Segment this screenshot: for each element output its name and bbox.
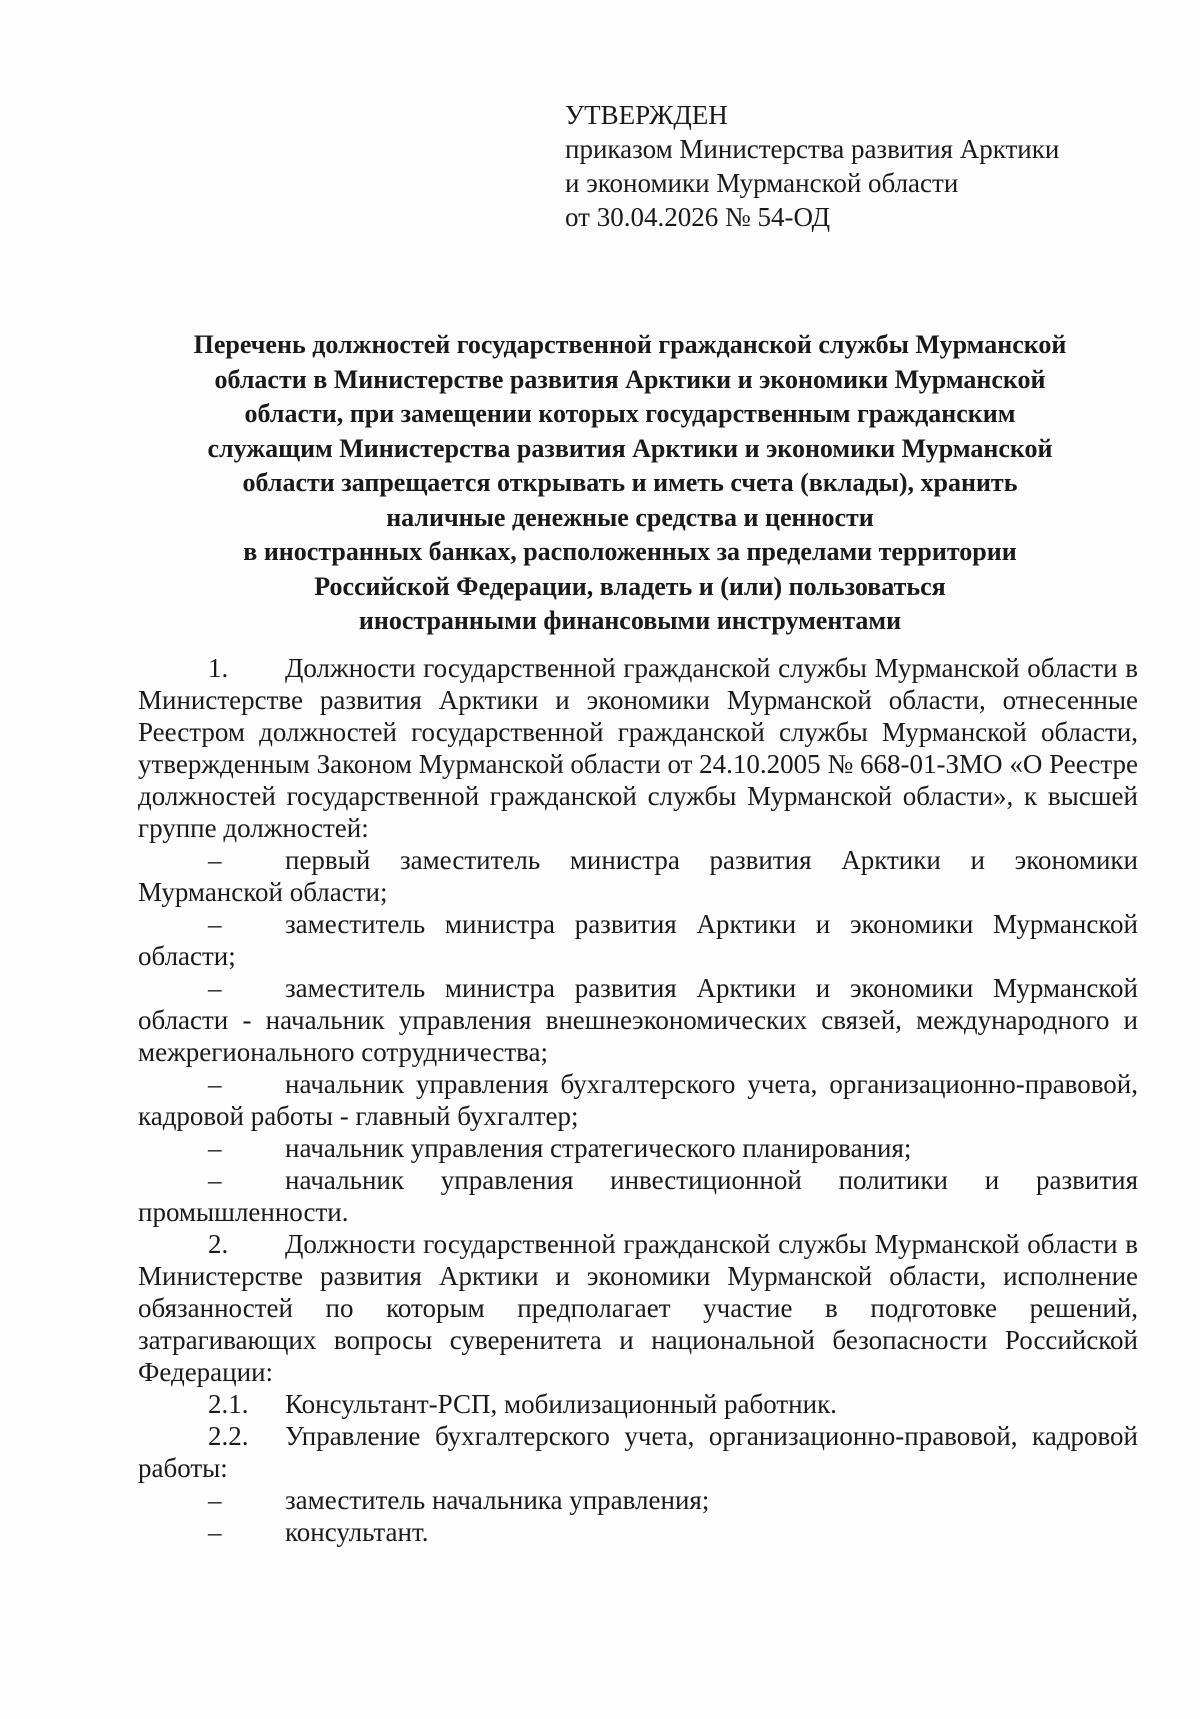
document-body bbox=[138, 652, 1138, 1548]
list-item-text: начальник управления инвестиционной политики и развития промышленности. bbox=[138, 1165, 1138, 1227]
section-1-text: Должности государственной гражданской службы Мурманской области в Министерстве развития Арктики и экономики Мурманской области, отнесенные Реестром должностей государственной гражданской службы Мурманской области, утвержденным Законом Мурманской области от 24.10.2005 № 668-01-ЗМО «О Реестре должностей государственной гражданской службы Мурманской области», к высшей группе должностей: bbox=[138, 653, 1138, 843]
title-line: Перечень должностей государственной гражданской службы Мурманской bbox=[193, 330, 1067, 359]
dash-marker: – bbox=[208, 1165, 222, 1195]
title-line: Российской Федерации, владеть и (или) пользоваться bbox=[314, 571, 946, 601]
dash-marker: – bbox=[208, 1133, 222, 1163]
dash-marker: – bbox=[208, 1517, 222, 1547]
dash-marker: – bbox=[208, 909, 222, 939]
title-line: наличные денежные средства и ценности bbox=[386, 502, 874, 532]
approval-heading: УТВЕРЖДЕН bbox=[565, 100, 728, 130]
title-line: в иностранных банках, расположенных за пределами территории bbox=[243, 537, 1017, 566]
dash-marker: – bbox=[208, 1485, 222, 1515]
dash-marker: – bbox=[208, 845, 222, 875]
list-item bbox=[138, 1516, 1138, 1548]
approval-order-line: приказом Министерства развития Арктики bbox=[565, 134, 1060, 164]
list-item-text: начальник управления бухгалтерского учета, организационно-правовой, кадровой работы - главный бухгалтер; bbox=[138, 1069, 1138, 1131]
title-line: служащим Министерства развития Арктики и экономики Мурманской bbox=[207, 433, 1053, 463]
list-item bbox=[138, 844, 1138, 908]
list-item bbox=[138, 1484, 1138, 1516]
section-1-number: 1. bbox=[208, 653, 229, 683]
subsection-2-2-text: Управление бухгалтерского учета, организационно-правовой, кадровой работы: bbox=[138, 1421, 1138, 1483]
title-line: области запрещается открывать и иметь счета (вклады), хранить bbox=[242, 468, 1018, 497]
list-item-text: начальник управления стратегического планирования; bbox=[285, 1133, 912, 1163]
section-2-number: 2. bbox=[208, 1229, 229, 1259]
list-item-text: первый заместитель министра развития Арктики и экономики Мурманской области; bbox=[138, 845, 1138, 907]
list-item-text: заместитель министра развития Арктики и экономики Мурманской области; bbox=[138, 909, 1138, 971]
section-2-text: Должности государственной гражданской службы Мурманской области в Министерстве развития Арктики и экономики Мурманской области, исполнение обязанностей по которым предполагает участие в подготовке решений, затрагивающих вопросы суверенитета и национальной безопасности Российской Федерации: bbox=[138, 1229, 1138, 1387]
list-item-text: консультант. bbox=[285, 1517, 429, 1547]
section-2-paragraph bbox=[138, 1228, 1138, 1388]
subsection-2-2-number: 2.2. bbox=[208, 1421, 249, 1451]
list-item-text: заместитель начальника управления; bbox=[285, 1485, 710, 1515]
dash-marker: – bbox=[208, 1069, 222, 1099]
document-title bbox=[130, 328, 1130, 639]
subsection-2-1 bbox=[138, 1388, 1138, 1420]
dash-marker: – bbox=[208, 973, 222, 1003]
subsection-2-1-text: Консультант-РСП, мобилизационный работник. bbox=[285, 1389, 837, 1419]
approval-date-number: от 30.04.2026 № 54-ОД bbox=[565, 202, 831, 232]
title-line: области в Министерстве развития Арктики и экономики Мурманской bbox=[214, 364, 1046, 394]
subsection-2-2 bbox=[138, 1420, 1138, 1484]
approval-stamp bbox=[565, 98, 1165, 234]
title-line: иностранными финансовыми инструментами bbox=[358, 606, 902, 635]
list-item bbox=[138, 972, 1138, 1068]
list-item-text: заместитель министра развития Арктики и экономики Мурманской области - начальник управления внешнеэкономических связей, международного и межрегионального сотрудничества; bbox=[138, 973, 1138, 1067]
subsection-2-1-number: 2.1. bbox=[208, 1389, 249, 1419]
list-item bbox=[138, 908, 1138, 972]
section-1-paragraph bbox=[138, 652, 1138, 844]
list-item bbox=[138, 1132, 1138, 1164]
approval-ministry-line: и экономики Мурманской области bbox=[565, 168, 959, 198]
list-item bbox=[138, 1068, 1138, 1132]
title-line: области, при замещении которых государственным гражданским bbox=[244, 399, 1016, 428]
list-item bbox=[138, 1164, 1138, 1228]
